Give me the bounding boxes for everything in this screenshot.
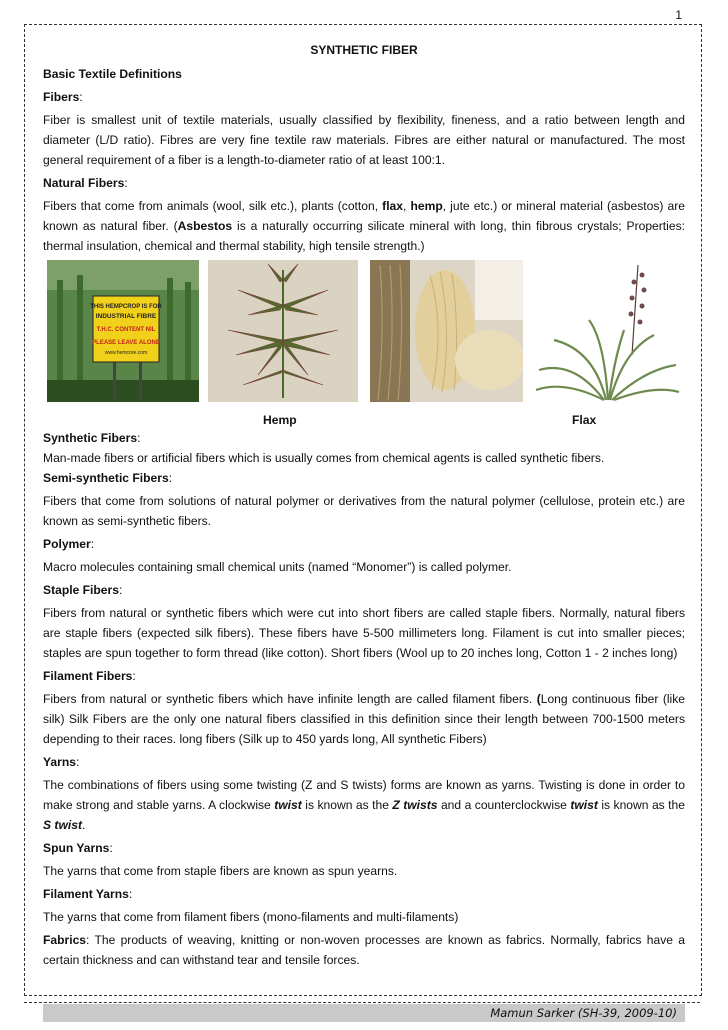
natural-definition [43, 196, 685, 256]
footer-bar [43, 1004, 685, 1022]
yarns-definition [43, 775, 685, 835]
filament-paren-bold: ( [536, 692, 541, 706]
semi-label-line: Semi-synthetic Fibers: [43, 471, 173, 485]
fiber-image-row [43, 260, 685, 408]
fibers-heading: Fibers [43, 90, 80, 104]
natural-text-b: , jute etc.) or mineral material (asbestos) are known as natural fiber. ( [43, 199, 685, 233]
filament-yarns-heading: Filament Yarns [43, 887, 129, 901]
sign-text-5: www.hemcore.com [104, 350, 148, 356]
page-number: 1 [675, 8, 682, 22]
filament-label-line: Filament Fibers: [43, 669, 136, 683]
staple-definition: Fibers from natural or synthetic fibers which were cut into short fibers are called staple fibers. Normally, natural fibers are staple fibers (expected silk fibers). These fibers have 5-500 millimeters long. Filament is cut into smaller pieces; staples are spun together to form thread (like cotton). Short fibers (Wool up to 20 inches long, Cotton 1 - 2 inches long) [43, 606, 685, 660]
natural-asbestos-bold: Asbestos [177, 219, 233, 233]
polymer-heading: Polymer [43, 537, 91, 551]
yarns-text-b: is known as the [301, 798, 393, 812]
natural-flax-bold: flax [382, 199, 404, 213]
filament-yarns-label-line: Filament Yarns: [43, 887, 133, 901]
yarns-twist-2: twist [570, 798, 598, 812]
fabrics-text: : The products of weaving, knitting or non-woven processes are known as fabrics. Normally, fabrics have a certain thickness and can withstand tear and tensile forces. [43, 933, 685, 967]
document-title: SYNTHETIC FIBER [310, 43, 418, 57]
yarns-text-e: . [81, 818, 86, 832]
spun-definition: The yarns that come from staple fibers are known as spun yearns. [43, 864, 398, 878]
polymer-label-line: Polymer: [43, 537, 95, 551]
footer-divider [24, 1002, 700, 1003]
natural-text-c: is a naturally occurring silicate mineral with long, thin fibrous crystals; Properties: thermal insulation, chemical and thermal stability, high tensile strength.) [43, 219, 685, 253]
polymer-definition: Macro molecules containing small chemical units (named “Monomer”) is called polymer. [43, 560, 512, 574]
sign-text-1: THIS HEMPCROP IS FOR [90, 304, 162, 310]
hemp-field-photo [47, 260, 199, 402]
yarns-heading: Yarns [43, 755, 76, 769]
caption-flax: Flax [572, 413, 597, 427]
filament-yarns-definition: The yarns that come from filament fibers (mono-filaments and multi-filaments) [43, 910, 459, 924]
filament-definition [43, 689, 685, 749]
sign-text-3: T.H.C. CONTENT NIL [96, 327, 156, 333]
natural-text-a: Fibers that come from animals (wool, silk etc.), plants (cotton, [43, 199, 383, 213]
synthetic-fibers-heading: Synthetic Fibers [43, 431, 138, 445]
natural-label-line: Natural Fibers: [43, 176, 128, 190]
yarns-label-line: Yarns: [43, 755, 80, 769]
yarns-text-d: is known as the [597, 798, 685, 812]
natural-sep: , [403, 199, 411, 213]
yarns-text-a: The combinations of fibers using some twisting (Z and S twists) forms are known as yarns. Twisting is done in order to make strong and stable yarns. A clockwise [43, 778, 685, 812]
flax-fiber-photo [370, 260, 523, 402]
section-heading-basic [43, 64, 685, 84]
synthetic-definition: Man-made fibers or artificial fibers which is usually comes from chemical agents is called synthetic fibers. [43, 451, 605, 465]
flax-plant-photo [534, 260, 680, 402]
basic-heading: Basic Textile Definitions [43, 67, 182, 81]
natural-fibers-heading: Natural Fibers [43, 176, 125, 190]
semi-synthetic-heading: Semi-synthetic Fibers [43, 471, 169, 485]
caption-hemp: Hemp [263, 413, 297, 427]
spun-yarns-heading: Spun Yarns [43, 841, 110, 855]
staple-label-line: Staple Fibers: [43, 583, 123, 597]
sign-text-2: INDUSTRIAL FIBRE [95, 313, 157, 320]
fibers-label-line: Fibers: [43, 90, 83, 104]
yarns-z-twists: Z twists [392, 798, 438, 812]
spun-label-line: Spun Yarns: [43, 841, 113, 855]
staple-fibers-heading: Staple Fibers [43, 583, 119, 597]
semi-definition: Fibers that come from solutions of natural polymer or derivatives from the natural polymer (cellulose, protein etc.) are known as semi-synthetic fibers. [43, 494, 685, 528]
filament-text-b: Long continuous fiber (like silk) Silk Fibers are the only one natural fibers classified in this definition since their length between 700-1500 meters depending to their races. long fibers (Silk up to 450 yards long, All synthetic Fibers) [43, 692, 685, 746]
synthetic-label-line: Synthetic Fibers: [43, 431, 141, 445]
fibers-definition: Fiber is smallest unit of textile materials, usually classified by flexibility, fineness, and a ratio between length and diameter (L/D ratio). Fibres are very fine textile raw materials. Fibres are either natural or manufactured. The most general requirement of a fiber is a length-to-diameter ratio of at least 100:1. [43, 113, 685, 167]
image-captions [43, 410, 685, 426]
fabrics-definition [43, 930, 685, 970]
document-body [43, 40, 685, 973]
natural-hemp-bold: hemp [410, 199, 443, 213]
yarns-s-twist: S twist [43, 818, 82, 832]
yarns-text-c: and a counterclockwise [437, 798, 571, 812]
author-credit: Mamun Sarker (SH-39, 2009-10) [490, 1006, 677, 1020]
hemp-plant-illustration [208, 260, 358, 402]
fabrics-heading: Fabrics [43, 933, 87, 947]
filament-text-a: Fibers from natural or synthetic fibers which have infinite length are called filament fibers. [43, 692, 537, 706]
filament-fibers-heading: Filament Fibers [43, 669, 133, 683]
yarns-twist-1: twist [274, 798, 302, 812]
sign-text-4: PLEASE LEAVE ALONE [92, 340, 160, 346]
